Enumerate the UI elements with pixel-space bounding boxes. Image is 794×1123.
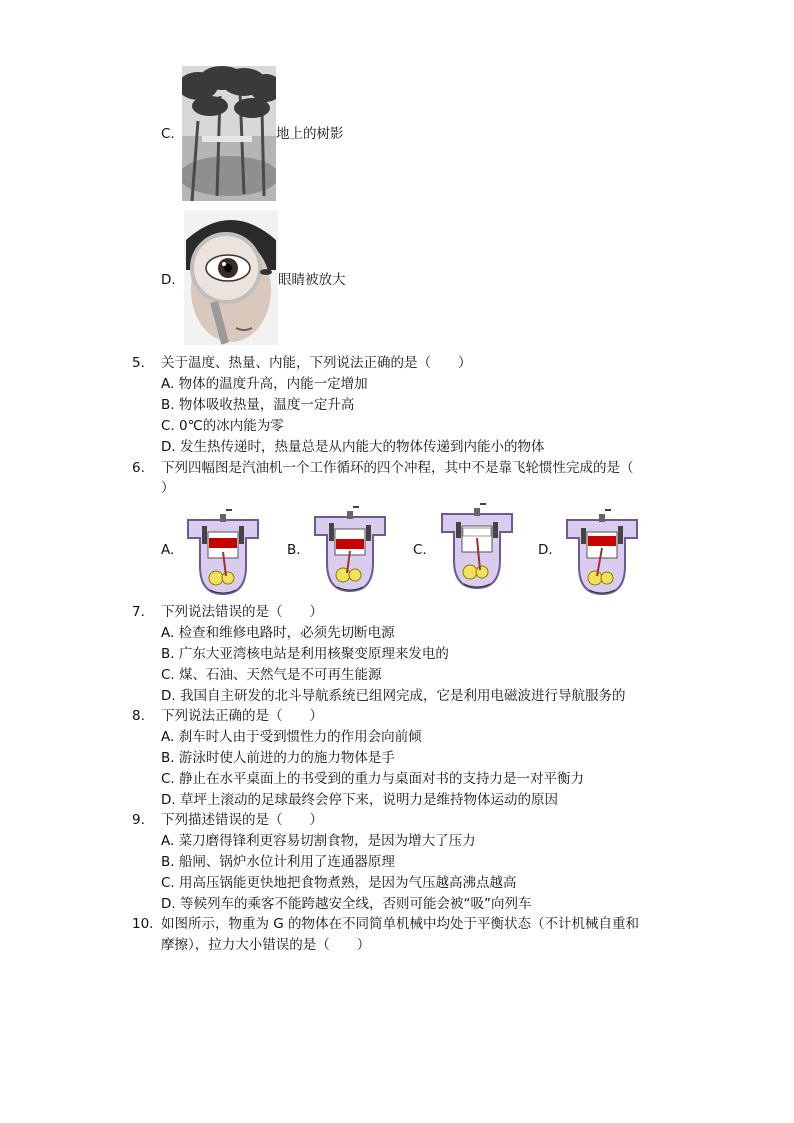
question-9-option-b: B. 船闸、锅炉水位计利用了连通器原理 [161,854,395,870]
question-6-stem-cont: ） [161,480,175,496]
question-8-option-c: C. 静止在水平桌面上的书受到的重力与桌面对书的支持力是一对平衡力 [161,771,585,787]
engine-stroke-diagram-c [436,500,518,592]
q4-option-c-text: 地上的树影 [276,126,344,142]
question-6-stem: 下列四幅图是汽油机一个工作循环的四个冲程，其中不是靠飞轮惯性完成的是（ [161,460,634,476]
palm-trees-shadow-photo [182,66,276,201]
question-9-option-d: D. 等候列车的乘客不能跨越安全线，否则可能会被“吸”向列车 [161,896,532,912]
question-5-option-b: B. 物体吸收热量，温度一定升高 [161,397,355,413]
question-8-option-b: B. 游泳时使人前进的力的施力物体是手 [161,750,395,766]
question-6-option-c: C. [413,542,427,558]
question-6-option-a: A. [161,542,175,558]
q4-option-d-letter: D. [161,272,176,288]
question-7-option-a: A. 检查和维修电路时，必须先切断电源 [161,625,395,641]
question-10-number: 10. [132,916,154,932]
question-5-option-c: C. 0℃的冰内能为零 [161,418,284,434]
question-9-option-c: C. 用高压锅能更快地把食物煮熟，是因为气压越高沸点越高 [161,875,517,891]
q4-option-c-letter: C. [161,126,175,142]
question-7-option-c: C. 煤、石油、天然气是不可再生能源 [161,667,382,683]
engine-stroke-diagram-a [182,506,264,598]
question-8-stem: 下列说法正确的是（ ） [161,708,323,724]
question-10-stem-cont: 摩擦），拉力大小错误的是（ ） [161,937,371,953]
q4-option-d-text: 眼睛被放大 [278,272,346,288]
question-7-number: 7. [132,604,145,620]
question-5-option-a: A. 物体的温度升高，内能一定增加 [161,376,368,392]
question-5-number: 5. [132,355,145,371]
magnifying-glass-eye-photo [184,210,278,345]
engine-stroke-diagram-d [561,506,643,598]
question-7-option-b: B. 广东大亚湾核电站是利用核聚变原理来发电的 [161,646,449,662]
question-9-number: 9. [132,812,145,828]
question-9-option-a: A. 菜刀磨得锋利更容易切割食物，是因为增大了压力 [161,833,476,849]
question-7-option-d: D. 我国自主研发的北斗导航系统已组网完成，它是利用电磁波进行导航服务的 [161,688,626,704]
engine-stroke-diagram-b [309,503,391,595]
question-8-number: 8. [132,708,145,724]
question-6-option-d: D. [538,542,553,558]
question-5-option-d: D. 发生热传递时，热量总是从内能大的物体传递到内能小的物体 [161,439,545,455]
question-6-number: 6. [132,460,145,476]
question-7-stem: 下列说法错误的是（ ） [161,604,323,620]
question-8-option-d: D. 草坪上滚动的足球最终会停下来，说明力是维持物体运动的原因 [161,792,558,808]
question-6-option-b: B. [287,542,301,558]
question-9-stem: 下列描述错误的是（ ） [161,812,323,828]
question-10-stem: 如图所示，物重为 G 的物体在不同简单机械中均处于平衡状态（不计机械自重和 [161,916,640,932]
question-8-option-a: A. 刹车时人由于受到惯性力的作用会向前倾 [161,729,422,745]
question-5-stem: 关于温度、热量、内能，下列说法正确的是（ ） [161,355,472,371]
